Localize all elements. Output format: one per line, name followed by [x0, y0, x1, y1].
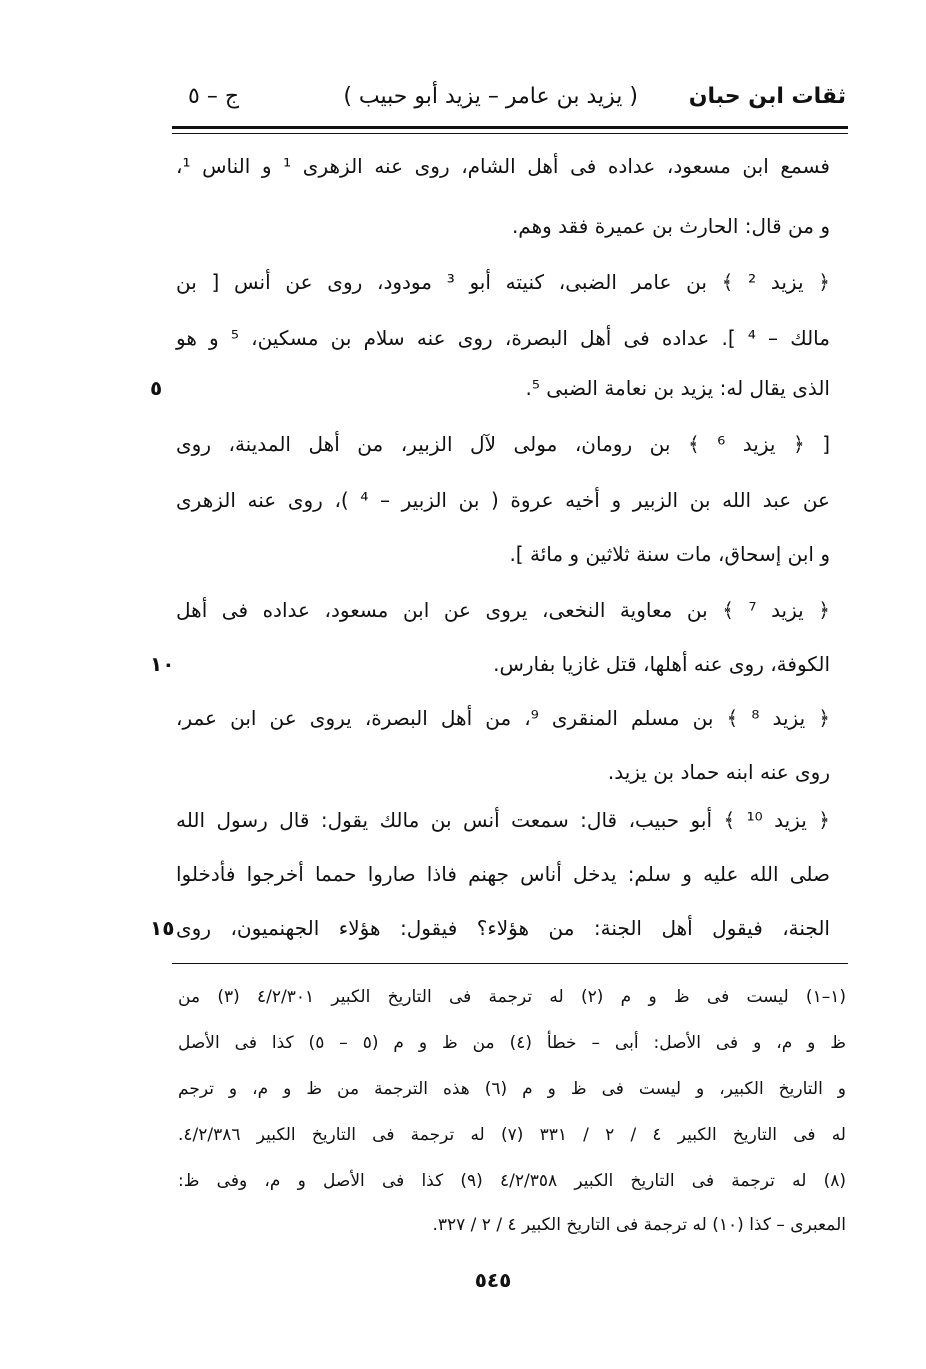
text-line: الذى يقال له: يزيد بن نعامة الضبى ⁵.: [525, 376, 830, 400]
text-line: ﴿ يزيد ² ﴾ بن عامر الضبى، كنيته أبو ³ مودود، روى عن أنس [ بن: [176, 270, 830, 294]
text-line: روى عنه ابنه حماد بن يزيد.: [607, 760, 830, 784]
page-number: ٥٤٥: [474, 1268, 512, 1292]
footnote-line: (٨) له ترجمة فى التاريخ الكبير ٤/٢/٣٥٨ (٩) كذا فى الأصل و م، وفى ظ:: [178, 1171, 846, 1191]
text-line: ﴿ يزيد ⁸ ﴾ بن مسلم المنقرى ⁹، من أهل البصرة، يروى عن ابن عمر،: [176, 706, 830, 730]
header-rule-thin: [172, 133, 848, 134]
entry-range: ( يزيد بن عامر – يزيد أبو حبيب ): [343, 84, 638, 109]
footnote-line: و التاريخ الكبير، و ليست فى ظ و م (٦) هذه الترجمة من ظ و م، و ترجم: [178, 1079, 847, 1099]
text-line: فسمع ابن مسعود، عداده فى أهل الشام، روى عنه الزهرى ¹ و الناس ¹،: [176, 154, 830, 178]
header-rule-thick: [172, 126, 848, 129]
text-line: مالك – ⁴ ]. عداده فى أهل البصرة، روى عنه سلام بن مسكين، ⁵ و هو: [176, 326, 830, 350]
text-line: [ ﴿ يزيد ⁶ ﴾ بن رومان، مولى لآل الزبير، من أهل المدينة، روى: [176, 432, 830, 456]
line-number: ٥: [150, 376, 163, 400]
footnote-line: ظ و م، و فى الأصل: أبى – خطأ (٤) من ظ و م (٥ – ٥) كذا فى الأصل: [178, 1033, 847, 1053]
footnote-rule: [172, 963, 848, 964]
footnote-line: المعبرى – كذا (١٠) له ترجمة فى التاريخ الكبير ٤ / ٢ / ٣٢٧.: [432, 1215, 846, 1235]
text-line: ﴿ يزيد ⁷ ﴾ بن معاوية النخعى، يروى عن ابن مسعود، عداده فى أهل: [176, 598, 830, 622]
text-line: عن عبد الله بن الزبير و أخيه عروة ( بن الزبير – ⁴ )، روى عنه الزهرى: [176, 488, 830, 512]
footnote-line: (١–١) ليست فى ظ و م (٢) له ترجمة فى التاريخ الكبير ٤/٢/٣٠١ (٣) من: [178, 987, 846, 1007]
text-line: الجنة، فيقول أهل الجنة: من هؤلاء؟ فيقول: هؤلاء الجهنميون، روى: [176, 916, 830, 940]
text-line: و ابن إسحاق، مات سنة ثلاثين و مائة ].: [509, 542, 830, 566]
text-line: صلى الله عليه و سلم: يدخل أناس جهنم فاذا صاروا حمما أخرجوا فأدخلوا: [176, 862, 830, 886]
text-line: الكوفة، روى عنه أهلها، قتل غازيا بفارس.: [493, 652, 830, 676]
book-title: ثقات ابن حبان: [688, 84, 846, 109]
volume-number: ج – ٥: [188, 84, 240, 109]
line-number: ١٠: [150, 652, 175, 676]
line-number: ١٥: [150, 916, 175, 940]
text-line: و من قال: الحارث بن عميرة فقد وهم.: [511, 214, 830, 238]
footnote-line: له فى التاريخ الكبير ٤ / ٢ / ٣٣١ (٧) له ترجمة فى التاريخ الكبير ٤/٢/٣٨٦.: [178, 1125, 846, 1145]
text-line: ﴿ يزيد ¹⁰ ﴾ أبو حبيب، قال: سمعت أنس بن مالك يقول: قال رسول الله: [176, 808, 830, 832]
running-header: [188, 84, 846, 124]
